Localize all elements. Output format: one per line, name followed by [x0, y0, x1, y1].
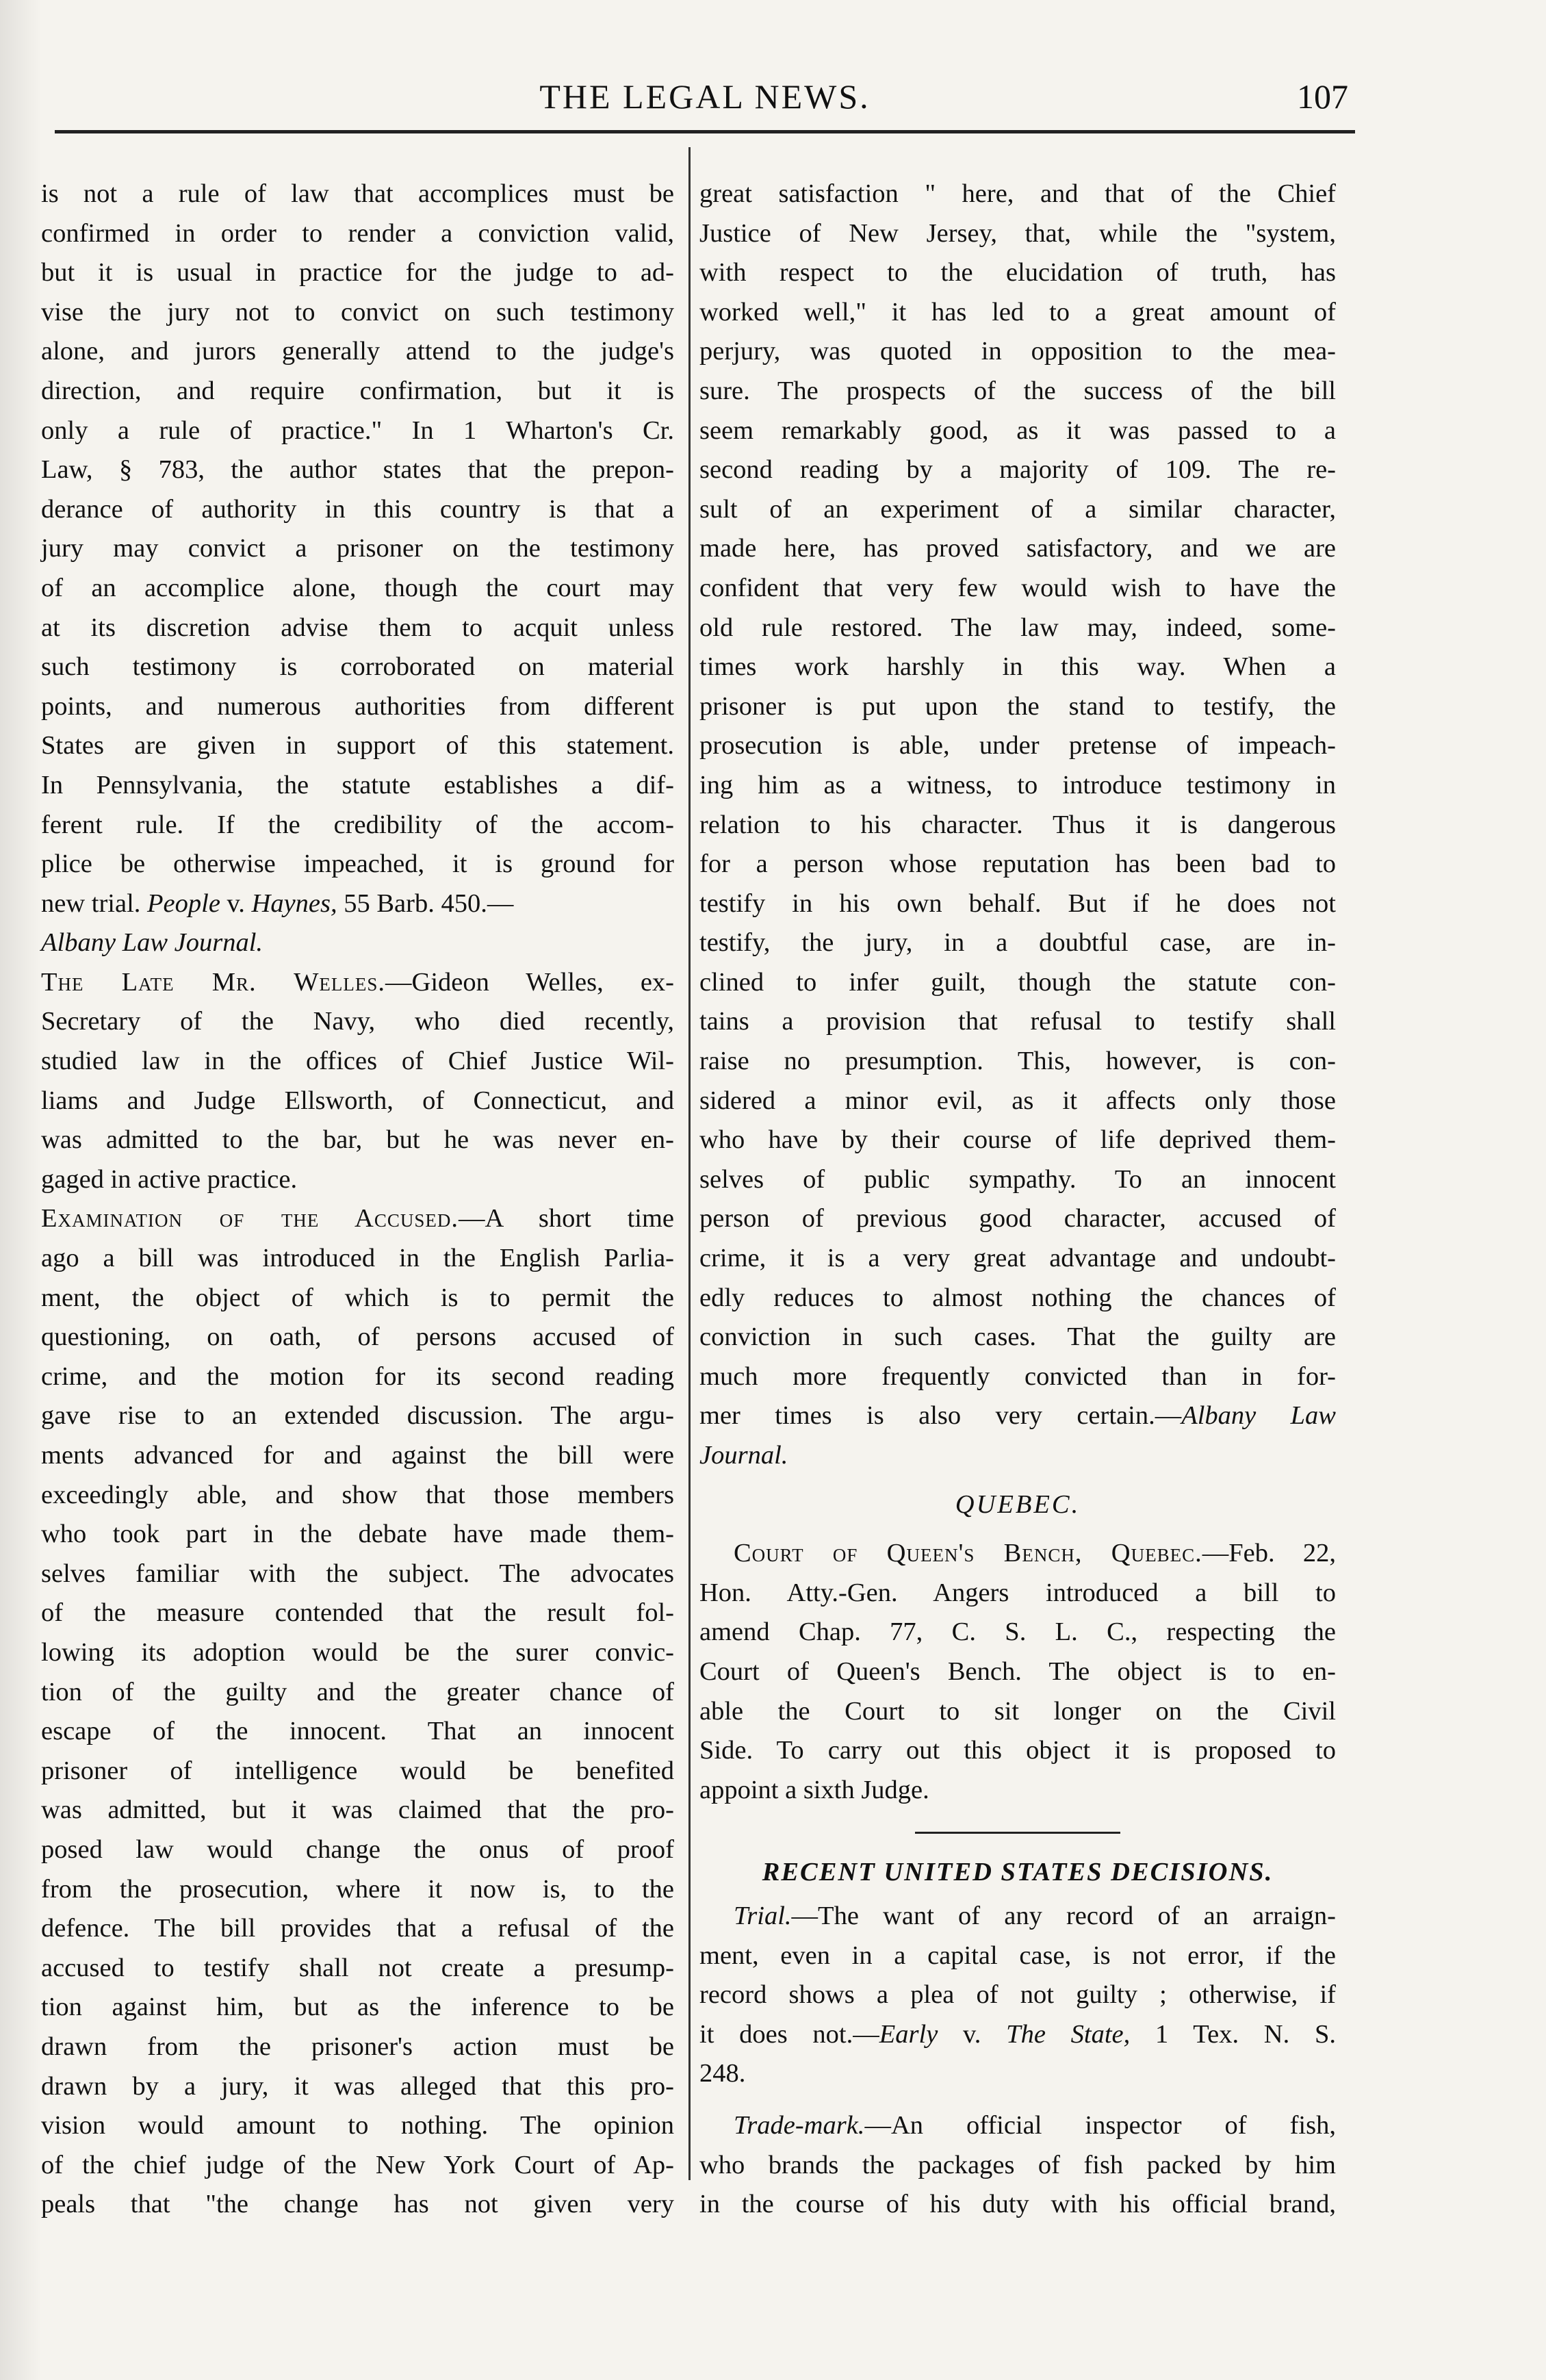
text-line: at its discretion advise them to acquit unless — [41, 613, 674, 642]
text-line: selves of public sympathy. To an innocent — [699, 1164, 1336, 1194]
text-line: sure. The prospects of the success of the bill — [699, 376, 1336, 405]
text-line: liams and Judge Ellsworth, of Connecticut, and — [41, 1086, 674, 1115]
text-line: old rule restored. The law may, indeed, some- — [699, 613, 1336, 642]
welles-heading: The Late Mr. Welles. — [41, 967, 386, 997]
text-line: second reading by a majority of 109. The re- — [699, 455, 1336, 485]
text-line: ago a bill was introduced in the English Parlia- — [41, 1244, 674, 1273]
albany-line: mer times is also very certain.—Albany Law — [699, 1401, 1336, 1431]
text-line: crime, and the motion for its second reading — [41, 1361, 674, 1391]
text-line: much more frequently convicted than in for- — [699, 1361, 1336, 1391]
albany-ref: Albany Law — [1181, 1401, 1336, 1431]
text-line: questioning, on oath, of persons accused of — [41, 1322, 674, 1352]
text-line: escape of the innocent. That an innocent — [41, 1717, 674, 1746]
trial-case: Early — [879, 2019, 938, 2049]
text-line: ments advanced for and against the bill were — [41, 1441, 674, 1470]
exam-paragraph — [41, 1239, 674, 2225]
text-line: derance of authority in this country is that a — [41, 494, 674, 524]
text-line: who brands the packages of fish packed by him — [699, 2150, 1336, 2179]
welles-paragraph — [41, 1002, 674, 1199]
text-line: tion against him, but as the inference to be — [41, 1993, 674, 2022]
text-line: clined to infer guilt, though the statute con- — [699, 967, 1336, 997]
text-line: such testimony is corroborated on material — [41, 652, 674, 682]
journal-line — [41, 923, 674, 963]
trial-cite: 1 Tex. N. S. — [1130, 2019, 1336, 2049]
text-line: of the measure contended that the result fol- — [41, 1598, 674, 1628]
header-rule — [55, 130, 1355, 133]
text-line: edly reduces to almost nothing the chances of — [699, 1283, 1336, 1312]
text-line: was admitted to the bar, but he was never en- — [41, 1125, 674, 1155]
text-line: amend Chap. 77, C. S. L. C., respecting the — [699, 1617, 1336, 1647]
text-line: points, and numerous authorities from different — [41, 691, 674, 721]
text-line: relation to his character. Thus it is dangerous — [699, 810, 1336, 839]
text-line: record shows a plea of not guilty ; otherwise, if — [699, 1980, 1336, 2010]
text-line: posed law would change the onus of proof — [41, 1834, 674, 1864]
page-edge-shadow — [0, 0, 41, 2380]
text-line: Court of Queen's Bench. The object is to en- — [699, 1656, 1336, 1686]
text-line: raise no presumption. This, however, is con- — [699, 1047, 1336, 1076]
text-line: of an accomplice alone, though the court may — [41, 573, 674, 602]
text-line: was admitted, but it was claimed that the pro- — [41, 1795, 674, 1825]
text-line: person of previous good character, accused of — [699, 1204, 1336, 1233]
text-line: is not a rule of law that accomplices must be — [41, 179, 674, 208]
text-line: who took part in the debate have made them- — [41, 1520, 674, 1549]
exam-continuation — [699, 175, 1336, 1396]
text-line: plice be otherwise impeached, it is ground for — [41, 849, 674, 879]
text-line: Hon. Atty.-Gen. Angers introduced a bill to — [699, 1578, 1336, 1607]
text-line: conviction in such cases. That the guilty are — [699, 1322, 1336, 1352]
text-line: States are given in support of this statement. — [41, 731, 674, 760]
text-line: vision would amount to nothing. The opinion — [41, 2111, 674, 2140]
text-line: confirmed in order to render a conviction valid, — [41, 218, 674, 248]
text-line: Side. To carry out this object it is proposed to — [699, 1736, 1336, 1765]
right-column — [699, 175, 1336, 2225]
text-line: In Pennsylvania, the statute establishes a dif- — [41, 770, 674, 799]
text-line: times work harshly in this way. When a — [699, 652, 1336, 682]
text-line: tains a provision that refusal to testify shall — [699, 1007, 1336, 1036]
text-line: who have by their course of life deprived them- — [699, 1125, 1336, 1155]
text-line: for a person whose reputation has been bad to — [699, 849, 1336, 879]
trademark-first-line: Trade-mark.—An official inspector of fish, — [734, 2110, 1336, 2140]
quebec-court: Court of Queen's Bench, Quebec. — [734, 1539, 1202, 1568]
journal-prefix: Albany — [41, 928, 116, 958]
text-line: prosecution is able, under pretense of impeach- — [699, 731, 1336, 760]
text-line: direction, and require confirmation, but it is — [41, 376, 674, 405]
trial-citation-line: it does not.—Early v. The State, 1 Tex. N. S. — [699, 2019, 1336, 2049]
trial-paragraph — [699, 1936, 1336, 2015]
text-line: sidered a minor evil, as it affects only those — [699, 1086, 1336, 1115]
text-line: peals that "the change has not given very — [41, 2190, 674, 2219]
welles-first-line: The Late Mr. Welles.—Gideon Welles, ex- — [41, 967, 674, 997]
exam-heading: Examination of the Accused. — [41, 1204, 459, 1233]
accomplice-paragraph — [41, 175, 674, 884]
text-line: from the prosecution, where it now is, to the — [41, 1874, 674, 1904]
text-line: vise the jury not to convict on such testimony — [41, 297, 674, 327]
text-line: prisoner is put upon the stand to testify, the — [699, 691, 1336, 721]
text-line: testify, the jury, in a doubtful case, are in- — [699, 928, 1336, 958]
trial-v: v. — [938, 2019, 1007, 2049]
text-line: testify in his own behalf. But if he does not — [699, 888, 1336, 918]
trial-cite-2: 248. — [699, 2059, 746, 2088]
text-line: great satisfaction " here, and that of the Chief — [699, 179, 1336, 208]
text-line: lowing its adoption would be the surer convic- — [41, 1637, 674, 1667]
decisions-heading: RECENT UNITED STATES DECISIONS. — [762, 1858, 1274, 1887]
page-header — [62, 77, 1348, 125]
text-line: studied law in the offices of Chief Justice Wil- — [41, 1047, 674, 1076]
column-divider — [688, 147, 691, 2180]
text-line: with respect to the elucidation of truth, has — [699, 258, 1336, 287]
text-line: able the Court to sit longer on the Civil — [699, 1696, 1336, 1726]
text-line: ment, the object of which is to permit the — [41, 1283, 674, 1312]
text-line: exceedingly able, and show that those members — [41, 1480, 674, 1509]
quebec-first-line: Court of Queen's Bench, Quebec.—Feb. 22, — [734, 1539, 1337, 1568]
text-line: gaged in active practice. — [41, 1164, 298, 1194]
citation-party: Haynes, — [251, 888, 337, 918]
text-line: drawn from the prisoner's action must be — [41, 2032, 674, 2061]
journal-name: Law Journal. — [116, 928, 263, 958]
text-line: perjury, was quoted in opposition to the mea- — [699, 337, 1336, 366]
text-line: accused to testify shall not create a presump- — [41, 1953, 674, 1982]
text-line: sult of an experiment of a similar character, — [699, 494, 1336, 524]
text-line: ing him as a witness, to introduce testimony in — [699, 770, 1336, 799]
text-line: prisoner of intelligence would be benefited — [41, 1756, 674, 1785]
trial-first-line: Trial.—The want of any record of an arraign- — [734, 1901, 1336, 1930]
text-line: confident that very few would wish to have the — [699, 573, 1336, 602]
text-line: ment, even in a capital case, is not error, if the — [699, 1941, 1336, 1970]
text-line: selves familiar with the subject. The advocates — [41, 1559, 674, 1588]
citation-rest: 55 Barb. 450.— — [337, 888, 514, 918]
text-line: appoint a sixth Judge. — [699, 1775, 929, 1804]
trademark-paragraph — [699, 2146, 1336, 2225]
text-line: alone, and jurors generally attend to the judge's — [41, 337, 674, 366]
text-line: gave rise to an extended discussion. The argu- — [41, 1401, 674, 1431]
journal-ref: Journal. — [699, 1441, 788, 1470]
text-line: jury may convict a prisoner on the testimony — [41, 534, 674, 563]
left-column — [41, 175, 674, 2225]
text-line: seem remarkably good, as it was passed to a — [699, 415, 1336, 445]
text-line: of the chief judge of the New York Court of Ap- — [41, 2150, 674, 2179]
text-line: crime, it is a very great advantage and undoubt- — [699, 1244, 1336, 1273]
citation-line: new trial. People v. Haynes, 55 Barb. 450.— — [41, 888, 514, 918]
citation-v: v. — [220, 888, 252, 918]
trial-label: Trial. — [734, 1901, 792, 1930]
trademark-label: Trade-mark. — [734, 2110, 865, 2140]
text-line: made here, has proved satisfactory, and we are — [699, 534, 1336, 563]
page-number: 107 — [1297, 77, 1348, 116]
text-line: ferent rule. If the credibility of the accom- — [41, 810, 674, 839]
text-line: tion of the guilty and the greater chance of — [41, 1677, 674, 1706]
section-rule — [915, 1832, 1120, 1834]
text-line: Law, § 783, the author states that the prepon- — [41, 455, 674, 485]
text-line: Secretary of the Navy, who died recently, — [41, 1007, 674, 1036]
text-line: but it is usual in practice for the judge to ad- — [41, 258, 674, 287]
text-line: in the course of his duty with his official brand, — [699, 2190, 1336, 2219]
text-line: Justice of New Jersey, that, while the "system, — [699, 218, 1336, 248]
quebec-paragraph — [699, 1574, 1336, 1810]
text-line: only a rule of practice." In 1 Wharton's Cr. — [41, 415, 674, 445]
text-line: worked well," it has led to a great amount of — [699, 297, 1336, 327]
trial-state: The State, — [1006, 2019, 1131, 2049]
exam-first-line: Examination of the Accused.—A short time — [41, 1204, 675, 1233]
quebec-heading: QUEBEC. — [955, 1489, 1081, 1519]
running-title: THE LEGAL NEWS. — [539, 77, 871, 116]
citation-case: People — [147, 888, 220, 918]
text-line: defence. The bill provides that a refusal of the — [41, 1914, 674, 1943]
text-line: drawn by a jury, it was alleged that this pro- — [41, 2071, 674, 2101]
